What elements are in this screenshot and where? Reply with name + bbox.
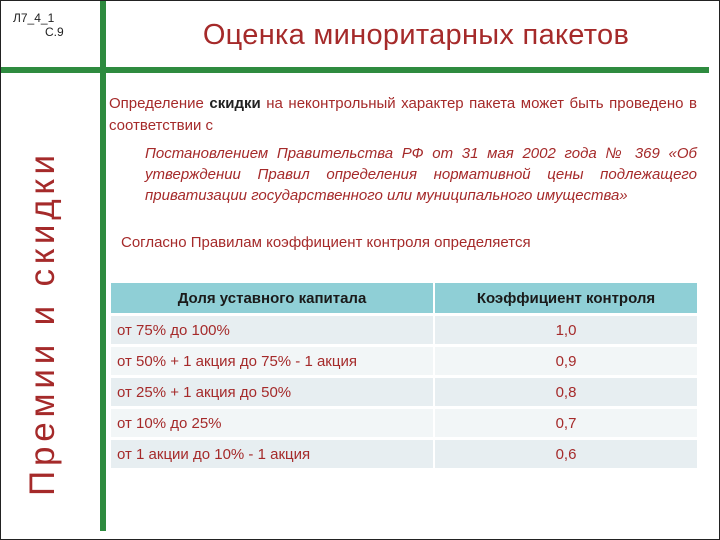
control-coefficient-table [111,283,699,468]
vertical-divider [100,1,106,531]
intro-suffix: на неконтрольный характер пакета может быть проведено в соответствии с [109,95,697,134]
slide-code-id: Л7_4_1 [13,11,55,25]
row-coefficient: 0,8 [434,377,698,408]
intro-paragraph [109,93,697,137]
table-header-row [111,283,698,315]
header-coefficient: Коэффициент контроля [434,283,698,315]
slide-page-number: С.9 [45,25,64,39]
table-row [111,315,698,346]
row-share: от 1 акции до 10% - 1 акция [111,439,434,469]
rule-statement: Согласно Правилам коэффициент контроля определяется [121,234,531,251]
page-title: Оценка миноритарных пакетов [202,19,630,51]
row-share: от 75% до 100% [111,315,434,346]
row-share: от 25% + 1 акция до 50% [111,377,434,408]
regulation-quote: Постановлением Правительства РФ от 31 мая 2002 года № 369 «Об утверждении Правил определения нормативной цены подлежащего приватизации государственного или муниципального имущества» [145,145,697,204]
row-coefficient: 0,7 [434,408,698,439]
table-row [111,408,698,439]
table-row [111,346,698,377]
row-share: от 10% до 25% [111,408,434,439]
table-row [111,439,698,469]
header-share: Доля уставного капитала [111,283,434,315]
table-row [111,377,698,408]
horizontal-divider [1,67,709,73]
slide-code [13,11,64,39]
row-share: от 50% + 1 акция до 75% - 1 акция [111,346,434,377]
row-coefficient: 0,9 [434,346,698,377]
intro-bold-term: скидки [209,95,261,112]
intro-prefix: Определение [109,95,210,112]
row-coefficient: 1,0 [434,315,698,346]
row-coefficient: 0,6 [434,439,698,469]
side-label: Премии и скидки [23,150,62,496]
